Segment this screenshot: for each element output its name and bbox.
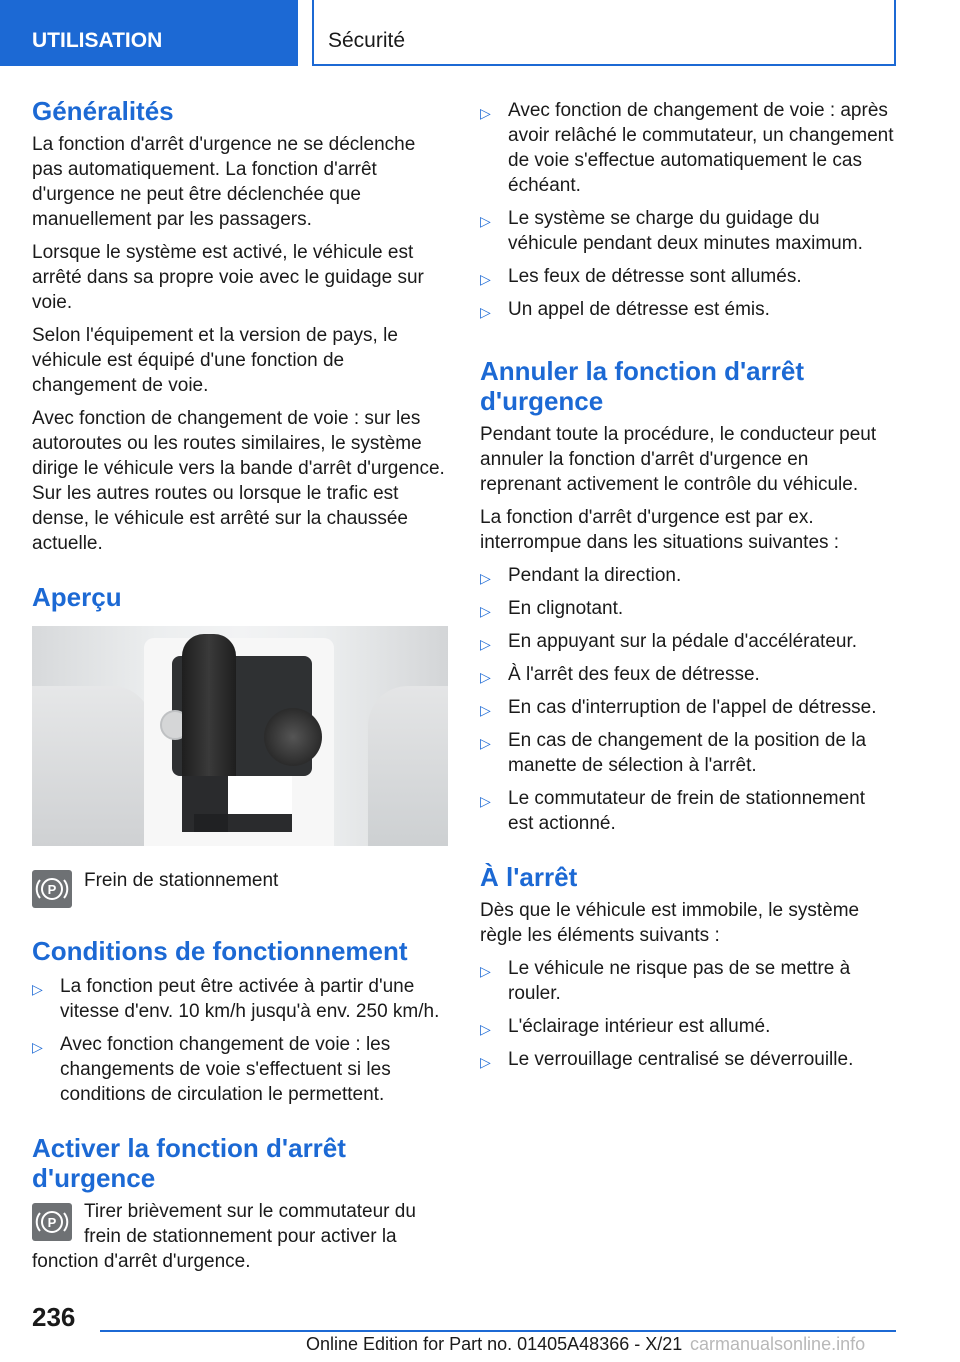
list-item: ▷ Le verrouillage centralisé se déverrouille. bbox=[480, 1049, 854, 1070]
annuler-paragraph-2: La fonction d'arrêt d'urgence est par ex. interrompue dans les situations suivantes : bbox=[480, 507, 840, 553]
list-item: ▷ En cas de changement de la position de la manette de sélection à l'arrêt. bbox=[480, 730, 867, 776]
header-chapter-tab: Sécurité bbox=[312, 0, 896, 66]
heading-activer: Activer la fonction d'arrêt d'urgence bbox=[32, 1133, 346, 1193]
list-item: ▷ Les feux de détresse sont allumés. bbox=[480, 266, 802, 287]
activer-paragraph: P Tirer brièvement sur le commutateur du frein de stationnement pour activer la fonction d'arrêt d'urgence. bbox=[32, 1201, 416, 1272]
generalites-paragraph-3: Selon l'équipement et la version de pays, le véhicule est équipé d'une fonction de changement de voie. bbox=[32, 325, 398, 396]
standstill-list bbox=[480, 956, 894, 1072]
list-item: ▷ Avec fonction de changement de voie : après avoir relâché le commutateur, un changement de voie s'effectue automatiquement le cas échéant. bbox=[480, 100, 894, 196]
heading-apercu: Aperçu bbox=[32, 582, 122, 612]
list-item: ▷ En appuyant sur la pédale d'accélérateur. bbox=[480, 631, 858, 652]
footer-watermark: carmanualsonline.info bbox=[690, 1334, 866, 1354]
activation-effects-list bbox=[480, 98, 894, 322]
footer-edition: Online Edition for Part no. 01405A48366 - X/21 bbox=[306, 1334, 683, 1354]
generalites-paragraph-1: La fonction d'arrêt d'urgence ne se déclenche pas automatiquement. La fonction d'arrêt d'urgence ne peut être déclenchée que manuellement par les passagers. bbox=[32, 134, 416, 230]
page-number: 236 bbox=[32, 1302, 76, 1332]
svg-text:P: P bbox=[47, 882, 57, 897]
heading-annuler: Annuler la fonction d'arrêt d'urgence bbox=[480, 356, 804, 416]
parking-brake-icon bbox=[32, 870, 72, 908]
right-column bbox=[480, 98, 894, 1072]
header-section-tab: UTILISATION bbox=[0, 0, 298, 66]
left-column bbox=[32, 96, 448, 1274]
list-item: ▷ La fonction peut être activée à partir d'une vitesse d'env. 10 km/h jusqu'à env. 250 km/h. bbox=[32, 976, 440, 1022]
list-item: ▷ L'éclairage intérieur est allumé. bbox=[480, 1016, 771, 1037]
list-item: ▷ À l'arrêt des feux de détresse. bbox=[480, 664, 760, 685]
list-item: ▷ En clignotant. bbox=[480, 598, 624, 619]
generalites-paragraph-4: Avec fonction de changement de voie : sur les autoroutes ou les routes similaires, le système dirige le véhicule vers la bande d'arrêt d'urgence. Sur les autres routes ou lorsque le trafic est dense, le véhicule est arrêté sur la chaussée actuelle. bbox=[32, 408, 445, 554]
arret-paragraph: Dès que le véhicule est immobile, le système règle les éléments suivants : bbox=[480, 900, 860, 946]
list-item: ▷ Pendant la direction. bbox=[480, 565, 682, 586]
list-item: ▷ Le véhicule ne risque pas de se mettre à rouler. bbox=[480, 958, 851, 1004]
annuler-paragraph-1: Pendant toute la procédure, le conducteur peut annuler la fonction d'arrêt d'urgence en reprenant activement le contrôle du véhicule. bbox=[480, 424, 877, 495]
heading-generalites: Généralités bbox=[32, 96, 174, 126]
interruption-list bbox=[480, 563, 894, 836]
footer-divider bbox=[100, 1330, 896, 1332]
list-item: ▷ Le commutateur de frein de stationnement est actionné. bbox=[480, 788, 865, 834]
parking-brake-caption-row bbox=[32, 868, 448, 908]
list-item: ▷ Un appel de détresse est émis. bbox=[480, 299, 770, 320]
list-item: ▷ Le système se charge du guidage du véhicule pendant deux minutes maximum. bbox=[480, 208, 863, 254]
conditions-list bbox=[32, 974, 448, 1107]
svg-text:P: P bbox=[47, 1215, 57, 1230]
generalites-paragraph-2: Lorsque le système est activé, le véhicule est arrêté dans sa propre voie avec le guidage sur voie. bbox=[32, 242, 424, 313]
list-item: ▷ Avec fonction changement de voie : les changements de voie s'effectuent si les conditions de circulation le permettent. bbox=[32, 1034, 391, 1105]
center-console-photo bbox=[32, 626, 448, 846]
heading-conditions: Conditions de fonctionnement bbox=[32, 936, 408, 966]
parking-brake-caption: Frein de stationnement bbox=[84, 870, 279, 891]
parking-brake-icon bbox=[32, 1203, 72, 1241]
list-item: ▷ En cas d'interruption de l'appel de détresse. bbox=[480, 697, 877, 718]
heading-arret: À l'arrêt bbox=[480, 862, 578, 892]
